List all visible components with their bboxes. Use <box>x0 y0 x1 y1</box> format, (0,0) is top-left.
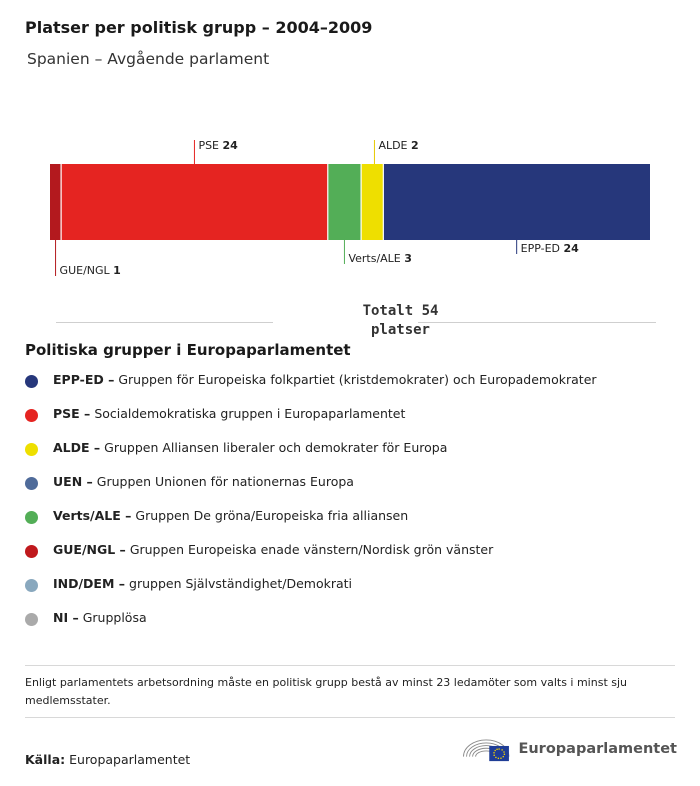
legend-dot-icon <box>25 511 38 524</box>
legend-dot-icon <box>25 443 38 456</box>
legend-item <box>25 406 597 440</box>
divider-bottom <box>25 717 675 718</box>
europarl-logo <box>462 729 677 769</box>
legend-item <box>25 440 597 474</box>
chart-title: Platser per politisk grupp – 2004–2009 <box>25 18 373 37</box>
legend-text: Grupplösa <box>82 610 147 625</box>
bar-segment <box>361 164 383 240</box>
legend-dot-icon <box>25 613 38 626</box>
legend-abbr: GUE/NGL – <box>53 542 126 557</box>
legend-item <box>25 474 597 508</box>
legend-dot-icon <box>25 579 38 592</box>
segment-label: ALDE 2 <box>378 139 419 152</box>
legend-item <box>25 542 597 576</box>
total-line-1: Totalt 54 <box>362 303 439 319</box>
legend-dot-icon <box>25 375 38 388</box>
legend-text: Gruppen Europeiska enade vänstern/Nordisk grön vänster <box>129 542 494 557</box>
bar-segment <box>383 164 650 240</box>
legend-abbr: Verts/ALE – <box>53 508 132 523</box>
chart-subtitle: Spanien – Avgående parlament <box>27 50 270 68</box>
bar-segment <box>50 164 61 240</box>
legend-abbr: UEN – <box>53 474 93 489</box>
parliament-hemicycle-icon <box>462 731 510 767</box>
legend-text: Socialdemokratiska gruppen i Europaparlamentet <box>94 406 406 421</box>
stacked-bar-chart <box>0 130 700 290</box>
total-seats <box>56 300 656 342</box>
source-label: Källa: <box>25 752 66 767</box>
legend-abbr: ALDE – <box>53 440 101 455</box>
source <box>25 752 190 767</box>
segment-label: PSE 24 <box>198 139 238 152</box>
segment-label: Verts/ALE 3 <box>348 252 412 265</box>
total-divider-left <box>56 322 273 323</box>
legend-abbr: NI – <box>53 610 79 625</box>
legend-text: gruppen Självständighet/Demokrati <box>129 576 353 591</box>
legend-title: Politiska grupper i Europaparlamentet <box>25 341 351 359</box>
legend-text: Gruppen för Europeiska folkpartiet (kristdemokrater) och Europademokrater <box>118 372 597 387</box>
legend-text: Gruppen Alliansen liberaler och demokrater för Europa <box>104 440 448 455</box>
legend-text: Gruppen De gröna/Europeiska fria alliansen <box>135 508 409 523</box>
legend-item <box>25 508 597 542</box>
segment-label: EPP-ED 24 <box>520 242 579 255</box>
bar-segment <box>61 164 328 240</box>
legend-text: Gruppen Unionen för nationernas Europa <box>96 474 354 489</box>
bar-segment <box>328 164 361 240</box>
segment-label: GUE/NGL 1 <box>59 264 121 277</box>
legend-item <box>25 372 597 406</box>
logo-text: Europaparlamentet <box>518 741 677 757</box>
legend-abbr: PSE – <box>53 406 91 421</box>
legend-item <box>25 576 597 610</box>
legend-abbr: IND/DEM – <box>53 576 126 591</box>
legend-dot-icon <box>25 545 38 558</box>
total-line-2: platser <box>370 322 430 338</box>
footnote: Enligt parlamentets arbetsordning måste en politisk grupp bestå av minst 23 ledamöter som valts i minst sju medlemsstater. <box>25 676 628 707</box>
legend <box>25 372 597 644</box>
legend-dot-icon <box>25 477 38 490</box>
source-value: Europaparlamentet <box>69 752 191 767</box>
legend-dot-icon <box>25 409 38 422</box>
divider-top <box>25 665 675 666</box>
legend-item <box>25 610 597 644</box>
legend-abbr: EPP-ED – <box>53 372 115 387</box>
total-label <box>328 302 473 340</box>
